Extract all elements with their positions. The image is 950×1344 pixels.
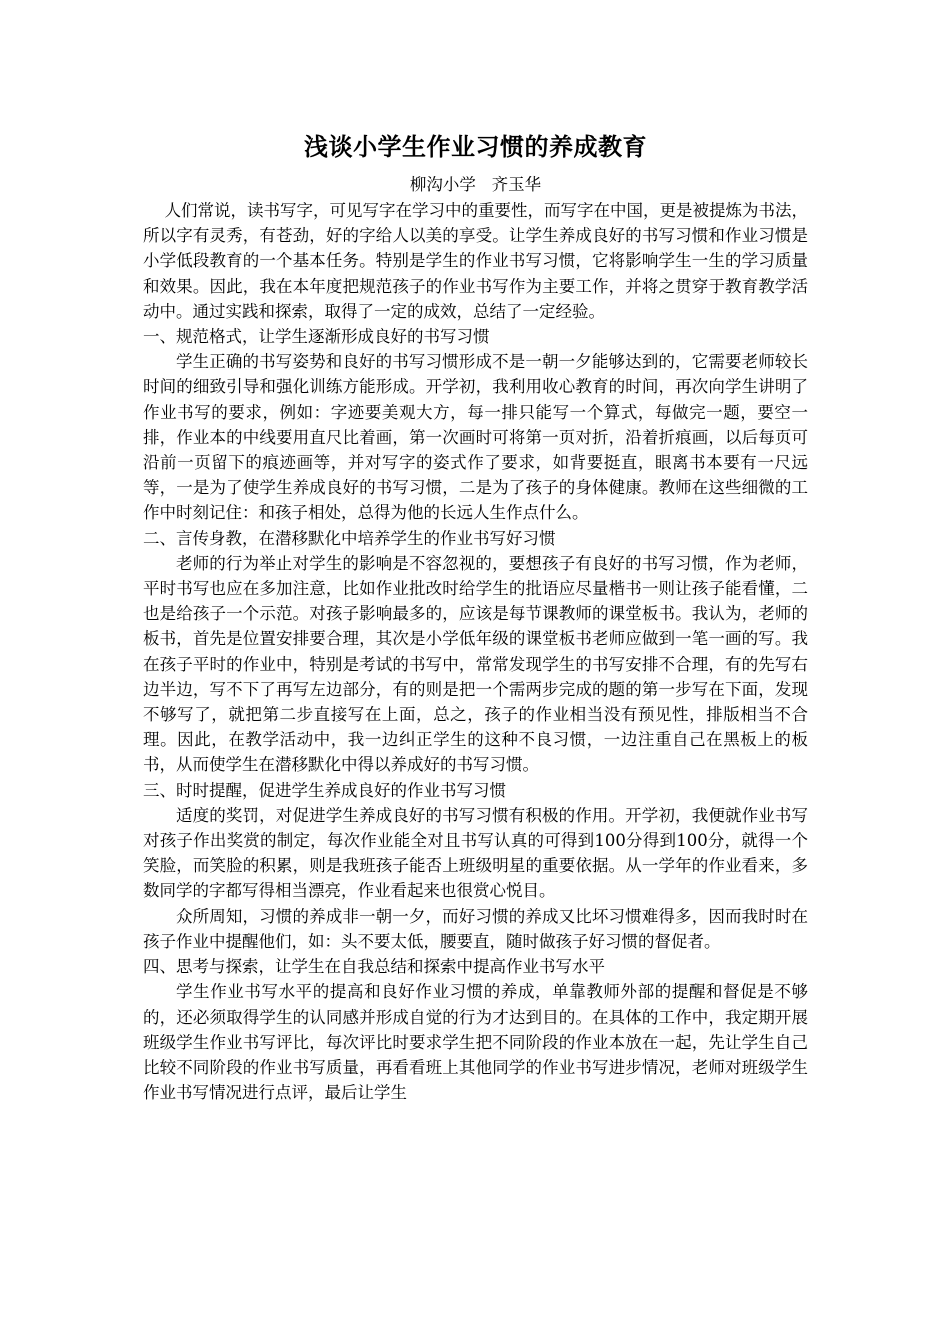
section-1-paragraph: 学生正确的书写姿势和良好的书写习惯形成不是一朝一夕能够达到的，它需要老师较长时间的细致引导和强化训练方能形成。开学初，我利用收心教育的时间，再次向学生讲明了作业书写的要求，例如：字迹要美观大方，每一排只能写一个算式，每做完一题，要空一排，作业本的中线要用直尺比着画，第一次画时可将第一页对折，沿着折痕画，以后每页可沿前一页留下的痕迹画等，并对写字的姿式作了要求，如背要挺直，眼离书本要有一尺远等，一是为了使学生养成良好的书写习惯，二是为了孩子的身体健康。教师在这些细微的工作中时刻记住：和孩子相处，总得为他的长远人生作点什么。	[143, 352, 808, 523]
section-heading-3: 三、时时提醒，促进学生养成良好的作业书写习惯	[143, 780, 506, 800]
section-4-paragraph: 学生作业书写水平的提高和良好作业习惯的养成，单靠教师外部的提醒和督促是不够的，还必须取得学生的认同感并形成自觉的行为才达到目的。在具体的工作中，我定期开展班级学生作业书写评比，每次评比时要求学生把不同阶段的作业本放在一起，先让学生自己比较不同阶段的作业书写质量，再看看班上其他同学的作业书写进步情况，老师对班级学生作业书写情况进行点评，最后让学生	[143, 982, 808, 1103]
section-3-paragraph-1: 适度的奖罚，对促进学生养成良好的书写习惯有积极的作用。开学初，我便就作业书写对孩子作出奖赏的制定，每次作业能全对且书写认真的可得到100分得到100分，就得一个笑脸，而笑脸的积累，则是我班孩子能否上班级明星的重要依据。从一学年的作业看来，多数同学的字都写得相当漂亮，作业看起来也很赏心悦目。	[143, 805, 808, 901]
document-page	[143, 132, 808, 1105]
section-3-paragraph-2: 众所周知，习惯的养成非一朝一夕，而好习惯的养成又比坏习惯难得多，因而我时时在孩子作业中提醒他们，如：头不要太低，腰要直，随时做孩子好习惯的督促者。	[143, 906, 808, 951]
section-heading-1: 一、规范格式，让学生逐渐形成良好的书写习惯	[143, 327, 490, 347]
author-line: 柳沟小学 齐玉华	[409, 175, 542, 194]
section-heading-4: 四、思考与探索，让学生在自我总结和探索中提高作业书写水平	[143, 957, 605, 977]
section-heading-2: 二、言传身教，在潜移默化中培养学生的作业书写好习惯	[143, 528, 556, 548]
intro-paragraph: 人们常说，读书写字，可见写字在学习中的重要性，而写字在中国，更是被提炼为书法，所以字有灵秀，有苍劲，好的字给人以美的享受。让学生养成良好的书写习惯和作业习惯是小学低段教育的一个基本任务。特别是学生的作业书写习惯，它将影响学生一生的学习质量和效果。因此，我在本年度把规范孩子的作业书写作为主要工作，并将之贯穿于教育教学活动中。通过实践和探索，取得了一定的成效，总结了一定经验。	[143, 201, 808, 321]
section-2-paragraph: 老师的行为举止对学生的影响是不容忽视的，要想孩子有良好的书写习惯，作为老师，平时书写也应在多加注意，比如作业批改时给学生的批语应尽量楷书一则让孩子能看懂，二也是给孩子一个示范。对孩子影响最多的，应该是每节课教师的课堂板书。我认为，老师的板书，首先是位置安排要合理，其次是小学低年级的课堂板书老师应做到一笔一画的写。我在孩子平时的作业中，特别是考试的书写中，常常发现学生的书写安排不合理，有的先写右边半边，写不下了再写左边部分，有的则是把一个需两步完成的题的第一步写在下面，发现不够写了，就把第二步直接写在上面，总之，孩子的作业相当没有预见性，排版相当不合理。因此，在教学活动中，我一边纠正学生的这种不良习惯，一边注重自己在黑板上的板书，从而使学生在潜移默化中得以养成好的书写习惯。	[143, 553, 808, 775]
document-title: 浅谈小学生作业习惯的养成教育	[304, 132, 647, 161]
